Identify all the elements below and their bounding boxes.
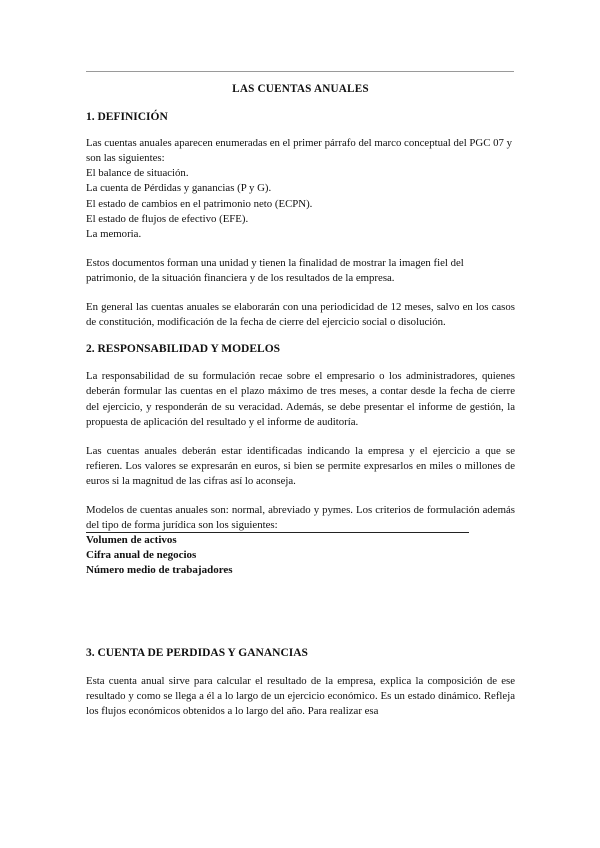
section-1-paragraph-2: Estos documentos forman una unidad y tienen la finalidad de mostrar la imagen fiel del patrimonio, de la situación financiera y de los resultados de la empresa. xyxy=(86,256,464,284)
list-item: La memoria. xyxy=(86,227,142,240)
list-item: El estado de cambios en el patrimonio neto (ECPN). xyxy=(86,197,313,210)
criteria-item: Número medio de trabajadores xyxy=(86,564,233,577)
section-heading-perdidas-ganancias: 3. CUENTA DE PERDIDAS Y GANANCIAS xyxy=(86,647,308,660)
document-title: LAS CUENTAS ANUALES xyxy=(232,83,369,95)
section-heading-responsabilidad: 2. RESPONSABILIDAD Y MODELOS xyxy=(86,343,281,356)
section-1-list-block xyxy=(86,136,515,242)
section-1-paragraph-3: En general las cuentas anuales se elaborarán con una periodicidad de 12 meses, salvo en los casos de constitución, modificación de la fecha de cierre del ejercicio social o disolución. xyxy=(86,301,515,329)
section-1-intro: Las cuentas anuales aparecen enumeradas en el primer párrafo del marco conceptual del PGC 07 y son las siguientes: xyxy=(86,137,512,165)
section-2-paragraph-2: Las cuentas anuales deberán estar identificadas indicando la empresa y el ejercicio a que se refieren. Los valores se expresarán en euros, si bien se permite expresarlos en miles o millones de euros si la magnitud de las cifras así lo aconseja. xyxy=(86,444,515,487)
blank-space xyxy=(86,578,515,646)
criteria-item: Volumen de activos xyxy=(86,534,177,547)
criteria-list xyxy=(86,533,515,578)
list-item: La cuenta de Pérdidas y ganancias (P y G). xyxy=(86,182,272,195)
criteria-item: Cifra anual de negocios xyxy=(86,549,197,562)
section-3-paragraph-1: Esta cuenta anual sirve para calcular el resultado de la empresa, explica la composición de ese resultado y como se llega a él a lo largo de un ejercicio económico. Es un estado dinámico. Refleja los flujos económicos obtenidos a lo largo del año. Para realizar esa xyxy=(86,675,515,718)
section-2-paragraph-3: Modelos de cuentas anuales son: normal, abreviado y pymes. Los criterios de formulación además del tipo de forma jurídica son los siguientes: xyxy=(86,503,515,532)
top-divider xyxy=(86,71,514,72)
models-block xyxy=(86,503,515,533)
list-item: El estado de flujos de efectivo (EFE). xyxy=(86,212,249,225)
section-2-paragraph-1: La responsabilidad de su formulación recae sobre el empresario o los administradores, quienes deberán formular las cuentas en el plazo máximo de tres meses, a contar desde la fecha de cierre del ejercicio, y responderán de su veracidad. Además, se debe presentar el informe de gestión, la propuesta de aplicación del resultado y el informe de auditoría. xyxy=(86,370,515,428)
models-underline xyxy=(86,532,469,533)
document-body xyxy=(86,82,515,734)
list-item: El balance de situación. xyxy=(86,167,189,180)
section-heading-definicion: 1. DEFINICIÓN xyxy=(86,111,168,124)
